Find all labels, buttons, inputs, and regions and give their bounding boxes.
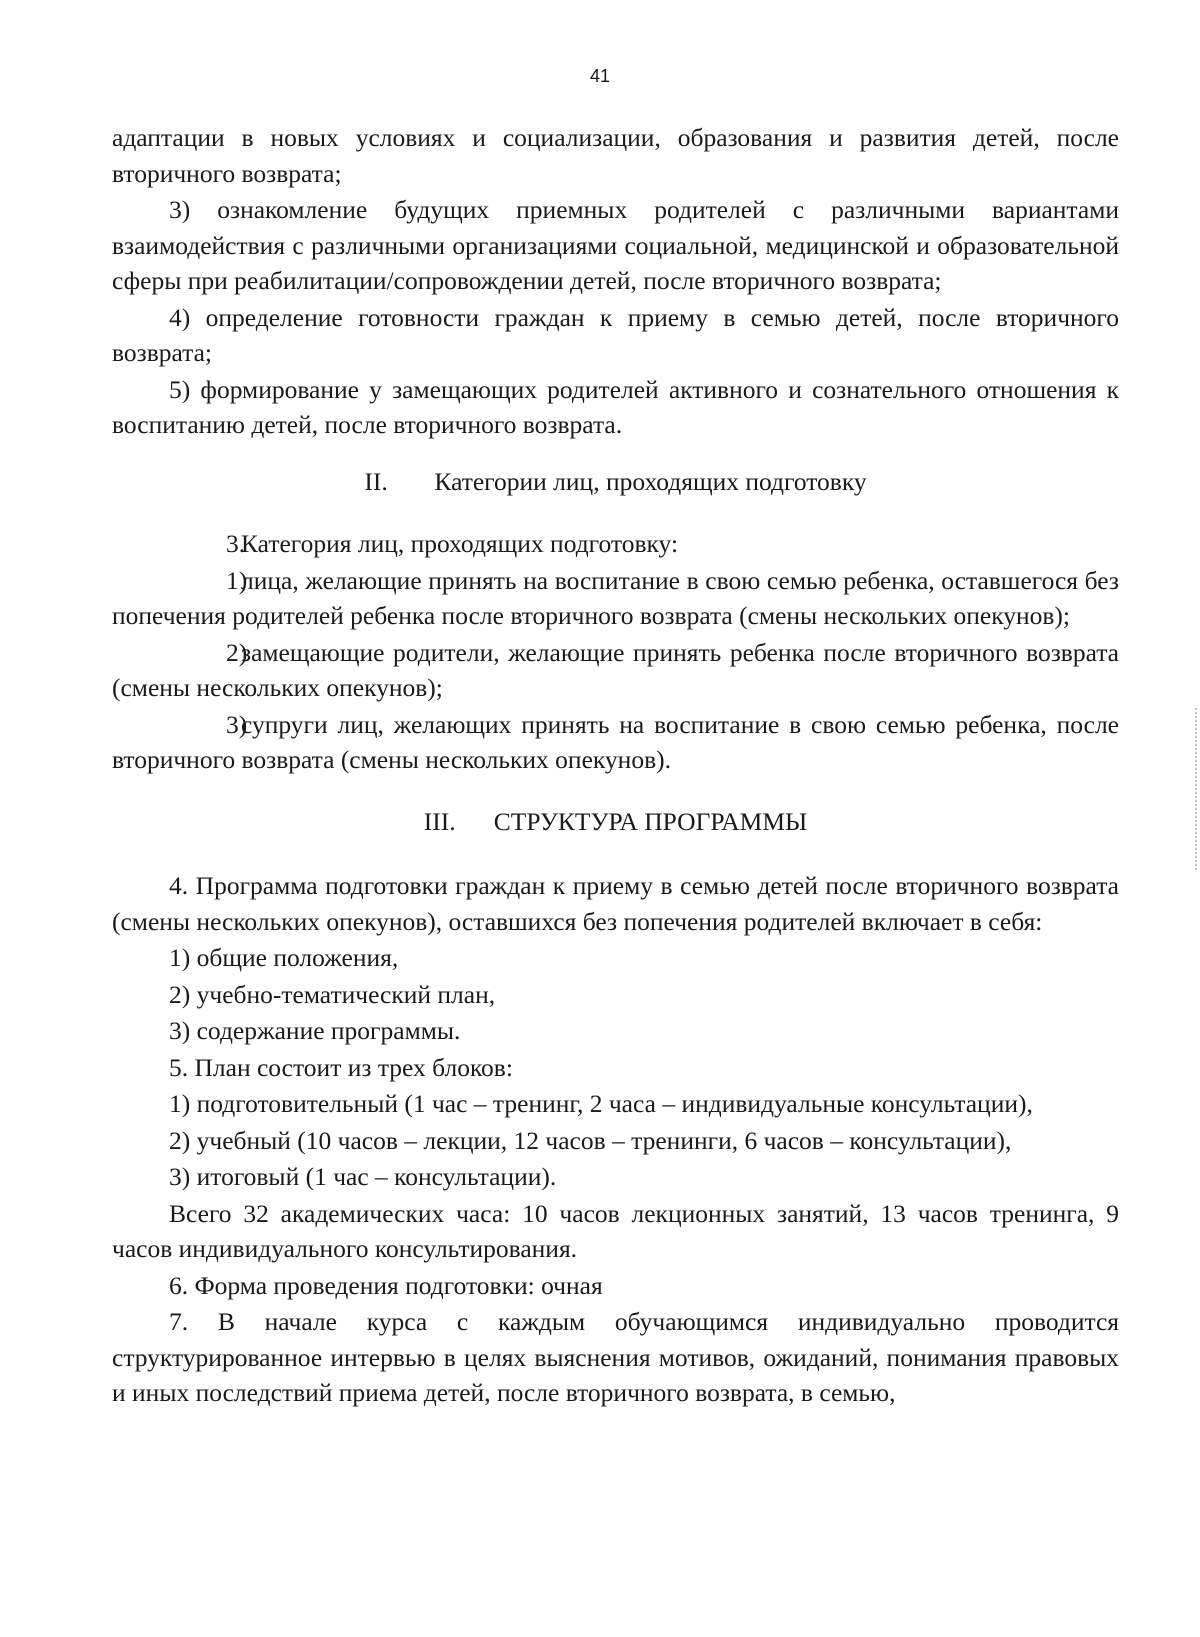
- paragraph-4-item-1: 1) общие положения,: [169, 943, 399, 972]
- paragraph-7: 7. В начале курса с каждым обучающимся индивидуально проводится структурированное интервью в целях выяснения мотивов, ожиданий, понимания правовых и иных последствий приема детей, после вторичного возврата, в семью,: [112, 1307, 1119, 1407]
- section-2-numeral: II.: [364, 466, 388, 496]
- paragraph-4-item-3: 3) содержание программы.: [169, 1016, 461, 1045]
- scan-edge-marks: [1193, 708, 1197, 870]
- paragraph-item-3: 3) ознакомление будущих приемных родителей с различными вариантами взаимодействия с различными организациями социальной, медицинской и образовательной сферы при реабилитации/сопровождении детей, после вторичного возврата;: [112, 195, 1119, 295]
- category-item-2: [112, 635, 1119, 706]
- document-body: [112, 120, 1119, 1412]
- paragraph-3-number: 3.: [226, 529, 246, 558]
- paragraph-5: 5. План состоит из трех блоков:: [169, 1052, 513, 1082]
- paragraph-item-5: 5) формирование у замещающих родителей активного и сознательного отношения к воспитанию детей, после вторичного возврата.: [112, 374, 1119, 439]
- section-3-heading: [112, 804, 1119, 840]
- category-item-1-text: лица, желающие принять на воспитание в свою семью ребенка, оставшегося без попечения родителей ребенка после вторичного возврата (смены нескольких опекунов);: [112, 565, 1119, 630]
- paragraph-item-4: 4) определение готовности граждан к приему в семью детей, после вторичного возврата;: [112, 302, 1119, 367]
- paragraph-5-item-2: 2) учебный (10 часов – лекции, 12 часов – тренинги, 6 часов – консультации),: [169, 1125, 1012, 1155]
- section-3-numeral: III.: [423, 806, 456, 836]
- paragraph-6: 6. Форма проведения подготовки: очная: [169, 1270, 603, 1300]
- paragraph-4-item-2: 2) учебно-тематический план,: [169, 979, 496, 1009]
- category-item-2-number: 2): [226, 637, 248, 667]
- paragraph-4: 4. Программа подготовки граждан к приему в семью детей после вторичного возврата (смены нескольких опекунов), оставшихся без попечения родителей включает в себя:: [112, 871, 1119, 936]
- category-item-1: [112, 563, 1119, 634]
- section-3-title: СТРУКТУРА ПРОГРАММЫ: [493, 806, 808, 836]
- paragraph-5-item-1: 1) подготовительный (1 час – тренинг, 2 часа – индивидуальные консультации),: [169, 1089, 1033, 1118]
- section-2-heading: [112, 464, 1119, 500]
- category-item-3: [112, 707, 1119, 778]
- page-number: 41: [589, 66, 611, 86]
- category-item-1-number: 1): [226, 565, 248, 595]
- paragraph-total-hours: Всего 32 академических часа: 10 часов лекционных занятий, 13 часов тренинга, 9 часов индивидуального консультирования.: [112, 1198, 1119, 1263]
- paragraph-intro-continuation: адаптации в новых условиях и социализации, образования и развития детей, после вторичного возврата;: [112, 123, 1119, 188]
- category-item-3-number: 3): [226, 709, 248, 739]
- category-item-3-text: супруги лиц, желающих принять на воспитание в свою семью ребенка, после вторичного возврата (смены нескольких опекунов).: [112, 709, 1119, 774]
- paragraph-5-item-3: 3) итоговый (1 час – консультации).: [169, 1162, 557, 1191]
- category-item-2-text: замещающие родители, желающие принять ребенка после вторичного возврата (смены нескольких опекунов);: [112, 637, 1119, 702]
- section-2-title: Категории лиц, проходящих подготовку: [434, 466, 867, 496]
- paragraph-3-text: Категория лиц, проходящих подготовку:: [241, 529, 679, 558]
- paragraph-3: [112, 526, 1119, 562]
